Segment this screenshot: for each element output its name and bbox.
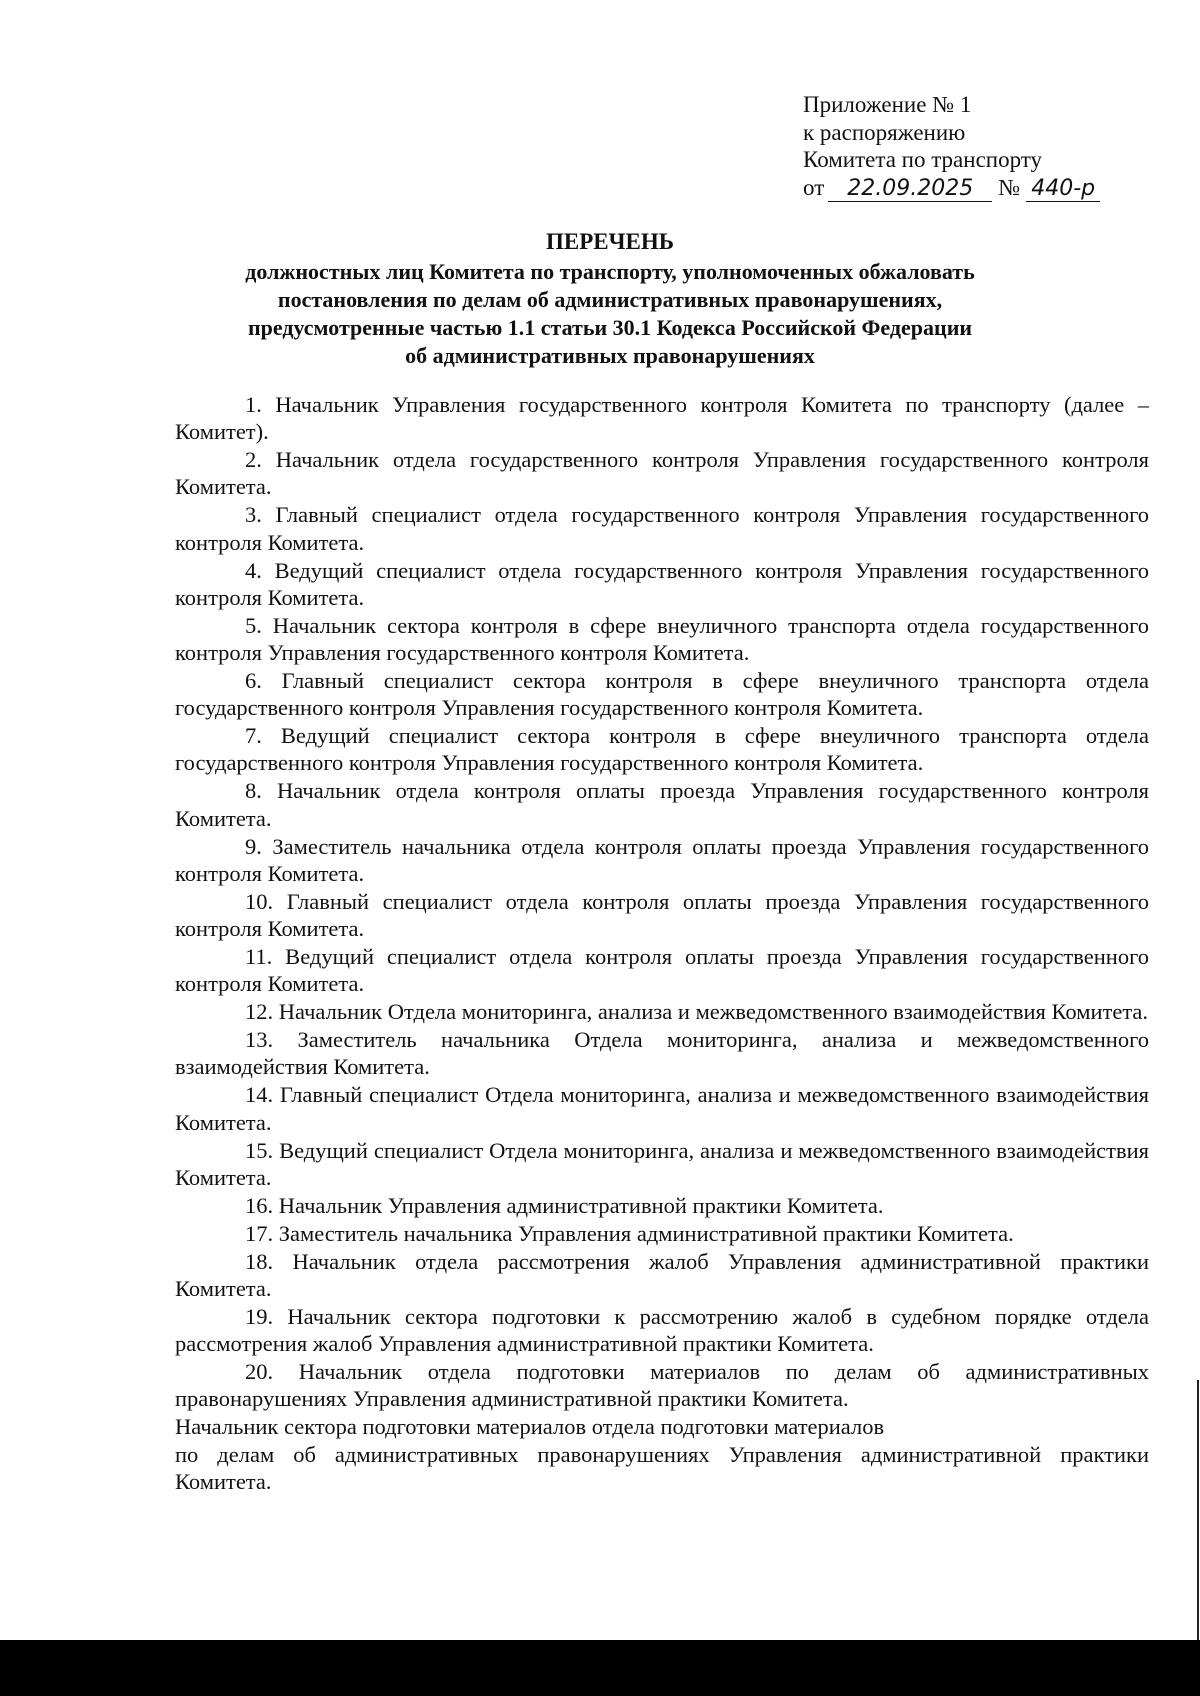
positions-list: [175, 391, 1149, 1496]
final-item-line-2: по делам об административных правонарушениях Управления административной практики Комитета.: [175, 1441, 1149, 1494]
list-item: 14. Главный специалист Отдела мониторинга, анализа и межведомственного взаимодействия Комитета.: [175, 1082, 1149, 1135]
list-item: 5. Начальник сектора контроля в сфере внеуличного транспорта отдела государственного контроля Управления государственного контроля Комитета.: [175, 612, 1149, 666]
list-item: 17. Заместитель начальника Управления административной практики Комитета.: [245, 1220, 1014, 1246]
list-item: 16. Начальник Управления административной практики Комитета.: [245, 1192, 884, 1218]
list-item: 10. Главный специалист отдела контроля оплаты проезда Управления государственного контроля Комитета.: [175, 888, 1149, 942]
list-item: 1. Начальник Управления государственного контроля Комитета по транспорту (далее – Комитет).: [175, 392, 1149, 445]
list-item: 7. Ведущий специалист сектора контроля в сфере внеуличного транспорта отдела государственного контроля Управления государственного контроля Комитета.: [175, 723, 1149, 776]
appendix-header: [803, 91, 1133, 202]
title-line-1: должностных лиц Комитета по транспорту, уполномоченных обжаловать: [245, 259, 975, 284]
appendix-line-3: Комитета по транспорту: [803, 147, 1043, 172]
scan-bottom-border: [0, 1640, 1200, 1696]
list-item: 15. Ведущий специалист Отдела мониторинга, анализа и межведомственного взаимодействия Комитета.: [175, 1137, 1149, 1190]
list-item: 20. Начальник отдела подготовки материалов по делам об административных правонарушениях Управления административной практики Комитета.: [175, 1359, 1149, 1412]
list-item: 4. Ведущий специалист отдела государственного контроля Управления государственного контроля Комитета.: [175, 557, 1149, 610]
handwritten-date: 22.09.2025: [828, 177, 992, 202]
list-item: 8. Начальник отдела контроля оплаты проезда Управления государственного контроля Комитета.: [175, 778, 1149, 831]
handwritten-number: 440-р: [1026, 177, 1100, 202]
list-item: 11. Ведущий специалист отдела контроля оплаты проезда Управления государственного контроля Комитета.: [175, 944, 1149, 997]
appendix-line-1: Приложение № 1: [803, 92, 972, 117]
final-list-item: [175, 1413, 1149, 1495]
scan-edge-line: [1197, 1380, 1199, 1640]
list-item: 6. Главный специалист сектора контроля в сфере внеуличного транспорта отдела государственного контроля Управления государственного контроля Комитета.: [175, 668, 1149, 721]
title-line-3: предусмотренные частью 1.1 статьи 30.1 Кодекса Российской Федерации: [247, 315, 973, 340]
list-item: 3. Главный специалист отдела государственного контроля Управления государственного контроля Комитета.: [175, 502, 1149, 555]
list-item: 2. Начальник отдела государственного контроля Управления государственного контроля Комитета.: [175, 447, 1149, 500]
title-line-2: постановления по делам об административных правонарушениях,: [277, 287, 943, 312]
list-item: 13. Заместитель начальника Отдела мониторинга, анализа и межведомственного взаимодействия Комитета.: [175, 1027, 1149, 1080]
title-heading: ПЕРЕЧЕНЬ: [546, 229, 674, 254]
number-sign: №: [998, 174, 1021, 200]
list-item: 9. Заместитель начальника отдела контроля оплаты проезда Управления государственного контроля Комитета.: [175, 833, 1149, 886]
appendix-line-2: к распоряжению: [803, 119, 966, 145]
date-prefix: от: [803, 174, 825, 200]
title-line-4: об административных правонарушениях: [405, 343, 815, 368]
list-item: 19. Начальник сектора подготовки к рассмотрению жалоб в судебном порядке отдела рассмотрения жалоб Управления административной практики Комитета.: [175, 1304, 1149, 1357]
document-title: [150, 228, 1070, 370]
final-item-line-1: Начальник сектора подготовки материалов отдела подготовки материалов: [175, 1414, 885, 1440]
appendix-date-line: [803, 174, 1133, 202]
list-item: 12. Начальник Отдела мониторинга, анализа и межведомственного взаимодействия Комитета.: [245, 999, 1149, 1025]
list-item: 18. Начальник отдела рассмотрения жалоб Управления административной практики Комитета.: [175, 1248, 1149, 1302]
